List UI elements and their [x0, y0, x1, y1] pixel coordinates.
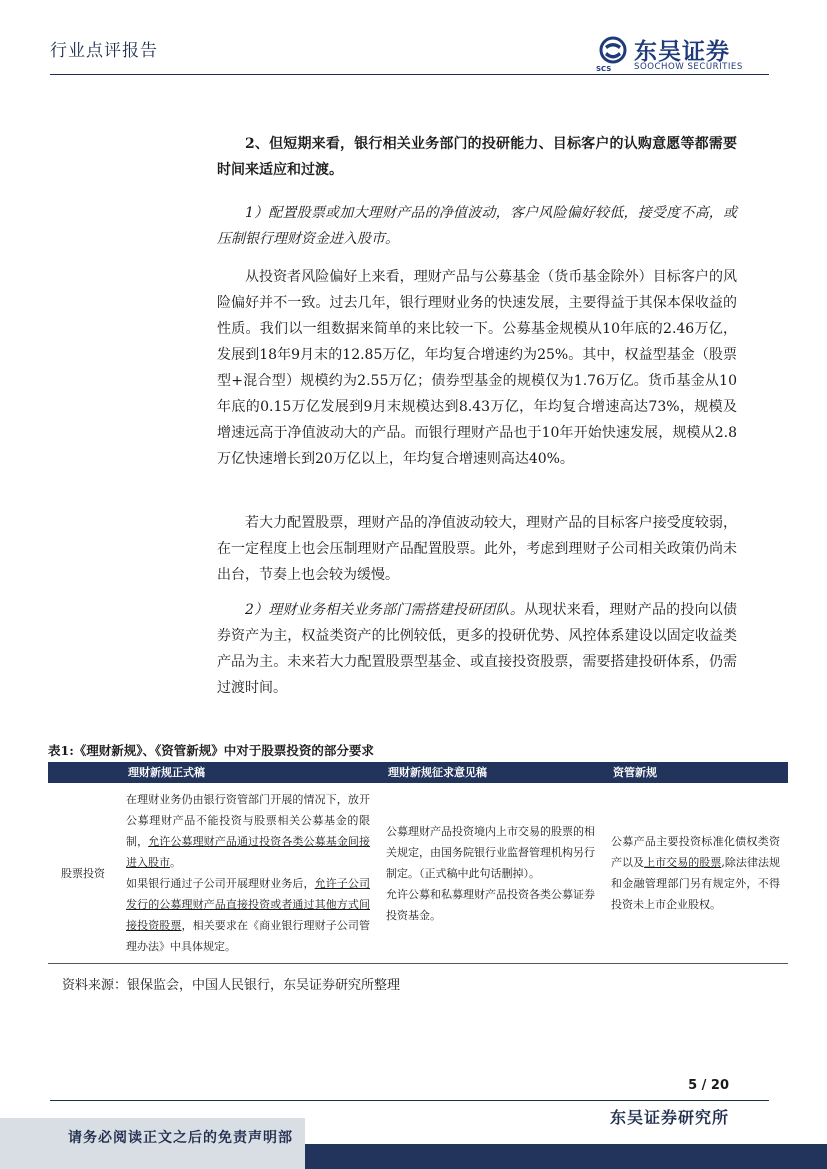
- table-header-3: 资管新规: [603, 762, 788, 783]
- logo-abbr: SCS: [596, 65, 612, 73]
- report-type-label: 行业点评报告: [50, 41, 158, 61]
- point-2-lead: 2）理财业务相关业务部门需搭建投研团队。: [245, 602, 525, 618]
- section-heading: [217, 131, 737, 183]
- footer-disclaimer: 请务必阅读正文之后的免责声明部: [68, 1130, 293, 1146]
- point-1-block: [217, 200, 737, 252]
- company-logo: [596, 34, 771, 74]
- point-2: [217, 597, 737, 701]
- table-header-2: 理财新规征求意见稿: [378, 762, 603, 783]
- logo-english-name: SOOCHOW SECURITIES: [634, 62, 743, 72]
- footer-divider: [50, 1100, 769, 1101]
- table-caption: 表1:《理财新规》、《资管新规》中对于股票投资的部分要求: [48, 743, 374, 758]
- page-number: 5 / 20: [688, 1078, 729, 1093]
- paragraph-2-block: [217, 510, 737, 588]
- table-row: [48, 783, 788, 964]
- data-source: 资料来源：银保监会，中国人民银行，东吴证券研究所整理: [62, 978, 401, 993]
- point-2-rest: 从现状来看，理财产品的投向以债券资产为主，权益类资产的比例较低，更多的投研优势、风控体系建设以固定收益类产品为主。未来若大力配置股票型基金、或直接投资股票，需要搭建投研体系，仍需过渡时间。: [217, 602, 738, 696]
- header-divider: [50, 74, 769, 75]
- table-header-row: [48, 762, 788, 783]
- cell-formal-rules: 在理财业务仍由银行资管部门开展的情况下，放开公募理财产品不能投资与股票相关公募基金的限制，允许公募理财产品通过投资各类公募基金间接进入股市。 如果银行通过子公司开展理财业务后，允许子公司发行的公募理财产品直接投资或者通过其他方式间接投资股票，相关要求在《商业银行理财子公司管理办法》中具体规定。: [118, 783, 378, 964]
- regulation-table: [48, 762, 788, 964]
- point-1: 1）配置股票或加大理财产品的净值波动，客户风险偏好较低，接受度不高，或压制银行理财资金进入股市。: [217, 205, 737, 247]
- point-2-block: [217, 597, 737, 701]
- logo-chinese-name: 东吴证券: [634, 39, 730, 65]
- cell-draft-rules: 公募理财产品投资境内上市交易的股票的相关规定，由国务院银行业监督管理机构另行制定。（正式稿中此句话删掉）。 允许公募和私募理财产品投资各类公募证券投资基金。: [378, 783, 603, 964]
- table-header-0: [48, 762, 118, 783]
- cell-asset-mgmt-rules: 公募产品主要投资标准化债权类资产以及上市交易的股票,除法律法规和金融管理部门另有规定外，不得投资未上市企业股权。: [603, 783, 788, 964]
- paragraph-2: 若大力配置股票，理财产品的净值波动较大，理财产品的目标客户接受度较弱，在一定程度上也会压制理财产品配置股票。此外，考虑到理财子公司相关政策仍尚未出台，节奏上也会较为缓慢。: [217, 515, 737, 583]
- footer-org-name: 东吴证券研究所: [609, 1108, 729, 1127]
- table-header-1: 理财新规正式稿: [118, 762, 378, 783]
- heading-2: 2、但短期来看，银行相关业务部门的投研能力、目标客户的认购意愿等都需要时间来适应和过渡。: [217, 136, 737, 178]
- paragraph-1: 从投资者风险偏好上来看，理财产品与公募基金（货币基金除外）目标客户的风险偏好并不一致。过去几年，银行理财业务的快速发展，主要得益于其保本保收益的性质。我们以一组数据来简单的来比较一下。公募基金规模从10年底的2.46万亿，发展到18年9月末的12.85万亿，年均复合增速约为25%。其中，权益型基金（股票型+混合型）规模约为2.55万亿；债券型基金的规模仅为1.76万亿。货币基金从10年底的0.15万亿发展到9月末规模达到8.43万亿，年均复合增速高达73%，规模及增速远高于净值波动大的产品。而银行理财产品也于10年开始快速发展，规模从2.8万亿快速增长到20万亿以上，年均复合增速则高达40%。: [217, 269, 737, 467]
- row-label: 股票投资: [48, 783, 118, 964]
- paragraph-1-block: [217, 264, 737, 472]
